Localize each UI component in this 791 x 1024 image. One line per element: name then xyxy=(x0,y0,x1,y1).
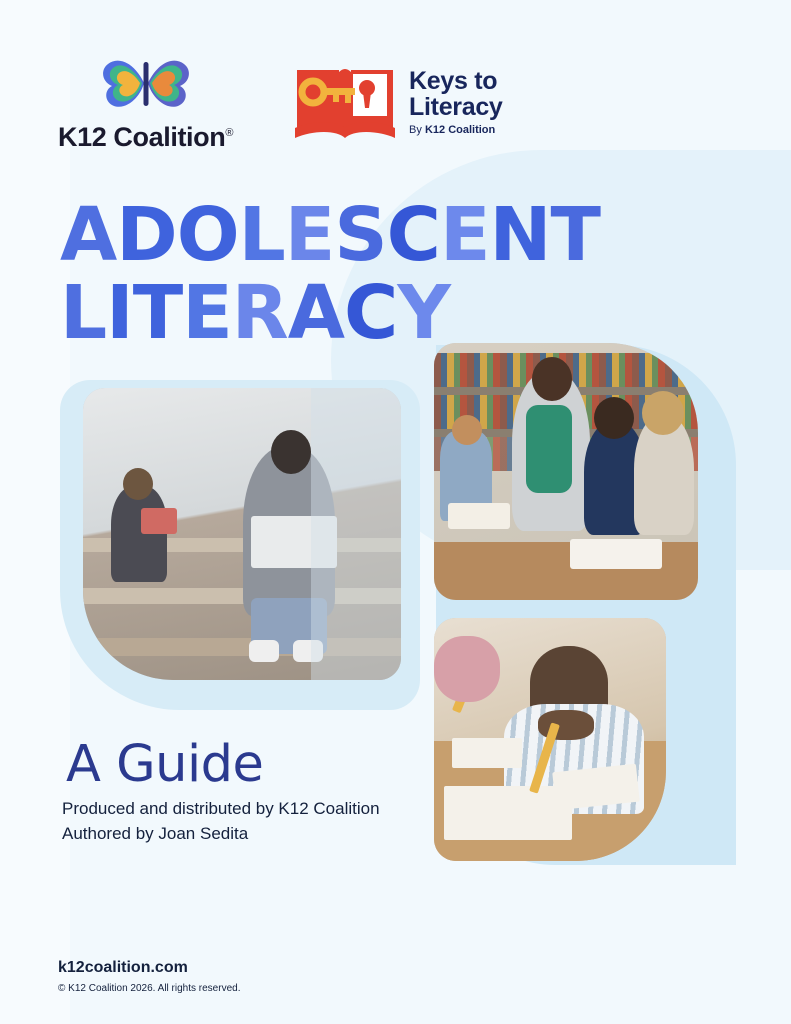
title-line-1: ADOLESCENT xyxy=(60,192,600,278)
page-title xyxy=(60,192,600,357)
ktl-sub-brand: K12 Coalition xyxy=(424,124,496,137)
title-text xyxy=(60,192,600,357)
subtitle: A Guide xyxy=(66,735,264,794)
copyright-notice: © K12 Coalition 2026. All rights reserved. xyxy=(58,983,241,994)
butterfly-icon xyxy=(98,52,194,114)
k12-coalition-logo xyxy=(58,52,233,153)
ktl-title-line2: Literacy xyxy=(409,93,503,122)
credits-block xyxy=(62,797,380,846)
teen-with-laptop-on-bleachers xyxy=(83,388,401,680)
website-url[interactable]: k12coalition.com xyxy=(58,959,188,976)
ktl-title-line1: Keys to xyxy=(409,66,498,95)
k12-coalition-wordmark: K12 Coalition® xyxy=(58,122,234,152)
teacher-with-students-in-library xyxy=(434,343,698,600)
footer xyxy=(58,959,240,994)
registered-mark: ® xyxy=(225,127,234,139)
ktl-subline xyxy=(409,125,503,137)
logo-row xyxy=(58,52,503,153)
credit-producer: Produced and distributed by K12 Coalition xyxy=(62,799,380,818)
keys-to-literacy-wordmark xyxy=(409,68,503,137)
book-with-key-icon xyxy=(293,62,397,144)
ktl-sub-prefix: By xyxy=(409,124,425,137)
student-writing-at-desk xyxy=(434,618,666,861)
credit-author: Authored by Joan Sedita xyxy=(62,823,249,843)
title-line-2: LITERACY xyxy=(60,270,450,357)
keys-to-literacy-logo xyxy=(293,62,503,144)
